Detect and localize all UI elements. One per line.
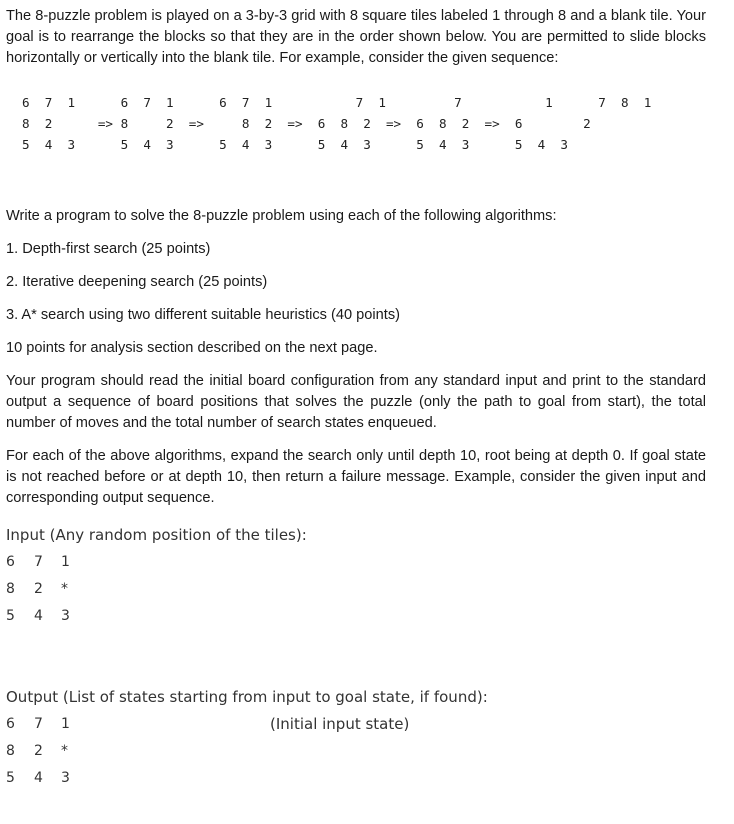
intro-paragraph: The 8-puzzle problem is played on a 3-by-3 grid with 8 square tiles labeled 1 through 8 and a blank tile. Your goal is to rearrange the blocks so that they are in the order shown below. You are permitted to slide blocks horizontally or vertically into the blank tile. For example, consider the given sequence: — [6, 8, 706, 66]
output-cell: 8 — [6, 743, 15, 759]
sequence-row-1: 6 7 1 6 7 1 6 7 1 7 1 7 1 7 8 1 — [22, 95, 652, 110]
input-cell: 6 — [6, 554, 15, 570]
input-cell: 5 — [6, 608, 15, 624]
output-cell: 2 — [34, 743, 43, 759]
item-astar: 3. A* search using two different suitable heuristics (40 points) — [6, 307, 400, 323]
input-cell: 7 — [34, 554, 43, 570]
output-cell: 7 — [34, 716, 43, 732]
sequence-row-3: 5 4 3 5 4 3 5 4 3 5 4 3 5 4 3 5 4 3 — [22, 137, 568, 152]
output-label: Output (List of states starting from input to goal state, if found): — [6, 688, 488, 706]
output-cell: 1 — [61, 716, 70, 732]
output-cell: 5 — [6, 770, 15, 786]
item-dfs: 1. Depth-first search (25 points) — [6, 241, 211, 257]
input-cell: 2 — [34, 581, 43, 597]
output-cell: 3 — [61, 770, 70, 786]
input-cell: 1 — [61, 554, 70, 570]
input-label: Input (Any random position of the tiles): — [6, 526, 307, 544]
output-cell: 4 — [34, 770, 43, 786]
sequence-row-2: 8 2 => 8 2 => 8 2 => 6 8 2 => 6 8 2 => 6 2 — [22, 116, 591, 131]
item-analysis: 10 points for analysis section described on the next page. — [6, 340, 378, 356]
output-cell: * — [61, 743, 68, 759]
io-paragraph: Your program should read the initial board configuration from any standard input and print to the standard output a sequence of board positions that solves the puzzle (only the path to goal from start), the total number of moves and the total number of search states enqueued. — [6, 373, 706, 431]
input-cell: * — [61, 581, 68, 597]
input-cell: 3 — [61, 608, 70, 624]
task-intro: Write a program to solve the 8-puzzle problem using each of the following algorithms: — [6, 208, 557, 224]
output-note: (Initial input state) — [270, 715, 410, 733]
input-cell: 8 — [6, 581, 15, 597]
input-cell: 4 — [34, 608, 43, 624]
item-ids: 2. Iterative deepening search (25 points) — [6, 274, 268, 290]
depth-paragraph: For each of the above algorithms, expand the search only until depth 10, root being at depth 0. If goal state is not reached before or at depth 10, then return a failure message. Example, consider the given input and corresponding output sequence. — [6, 448, 706, 506]
output-cell: 6 — [6, 716, 15, 732]
